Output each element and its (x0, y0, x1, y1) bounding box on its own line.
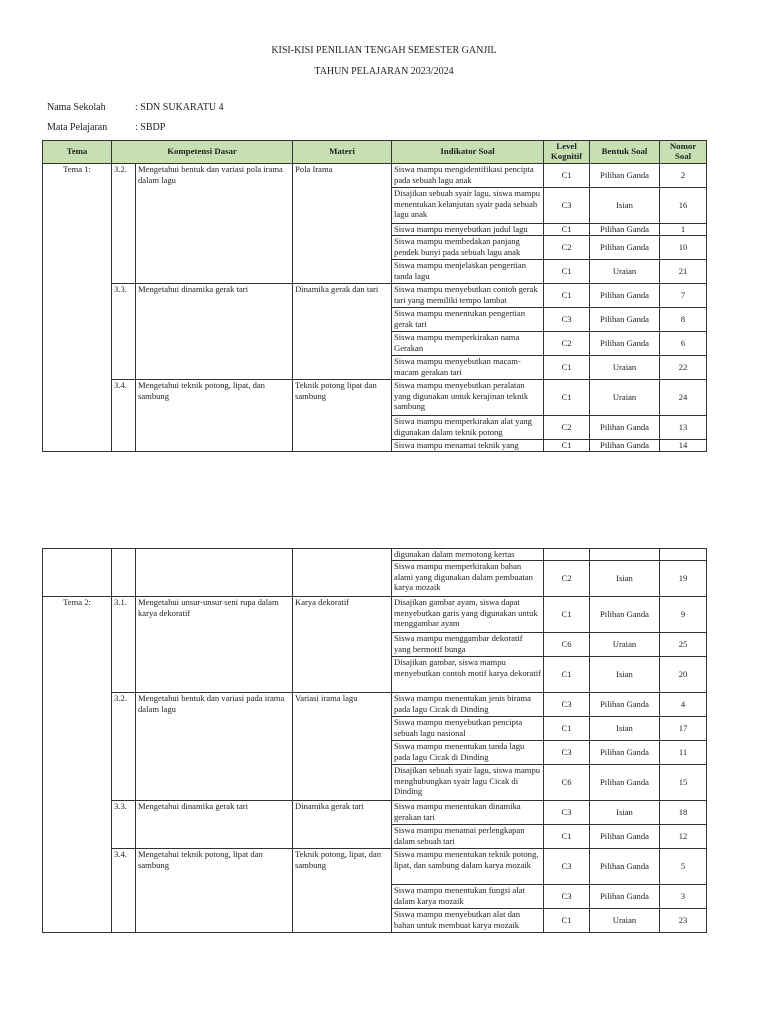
level-cell: C3 (544, 308, 590, 332)
bentuk-cell: Uraian (590, 356, 660, 380)
kd-number-cell: 3.2. (112, 693, 136, 801)
bentuk-cell: Pilihan Ganda (590, 224, 660, 236)
nomor-cell: 5 (660, 849, 707, 885)
kd-number-cell: 3.2. (112, 164, 136, 284)
header-materi: Materi (293, 141, 392, 164)
document-title: KISI-KISI PENILIAN TENGAH SEMESTER GANJIL (271, 45, 497, 56)
indikator-cell: Siswa mampu memperkirakan nama Gerakan (392, 332, 544, 356)
header-tema: Tema (43, 141, 112, 164)
bentuk-cell: Pilihan Ganda (590, 332, 660, 356)
header-level-kognitif: Level Kognitif (544, 141, 590, 164)
materi-cell: Dinamika gerak dan tari (293, 284, 392, 380)
table-row (43, 380, 707, 416)
nomor-cell: 25 (660, 633, 707, 657)
level-cell: C3 (544, 693, 590, 717)
materi-cell: Pola Irama (293, 164, 392, 284)
indikator-cell: Siswa mampu menyebutkan contoh gerak tari yang memiliki tempo lambat (392, 284, 544, 308)
header-kompetensi-dasar: Kompetensi Dasar (112, 141, 293, 164)
nomor-cell: 17 (660, 717, 707, 741)
bentuk-cell: Pilihan Ganda (590, 765, 660, 801)
bentuk-cell: Pilihan Ganda (590, 440, 660, 452)
level-cell: C1 (544, 380, 590, 416)
indikator-cell: Disajikan sebuah syair lagu, siswa mampu menentukan kelanjutan syair pada sebuah lagu anak (392, 188, 544, 224)
kd-cell (136, 549, 293, 597)
kd-cell: Mengetahui bentuk dan variasi pola irama dalam lagu (136, 164, 293, 284)
table-header-row (43, 141, 707, 164)
school-row (47, 102, 224, 113)
nomor-cell: 21 (660, 260, 707, 284)
indikator-cell: Siswa mampu menyebutkan judul lagu (392, 224, 544, 236)
kd-number-cell: 3.4. (112, 380, 136, 452)
nomor-cell: 4 (660, 693, 707, 717)
school-value: : SDN SUKARATU 4 (135, 102, 224, 113)
tema-cell (43, 549, 112, 597)
level-cell: C1 (544, 717, 590, 741)
indikator-cell: Siswa mampu memperkirakan bahan alami yang digunakan dalam pembuatan karya mozaik (392, 561, 544, 597)
materi-cell: Teknik potong lipat dan sambung (293, 380, 392, 452)
nomor-cell: 10 (660, 236, 707, 260)
header-nomor-soal: Nomor Soal (660, 141, 707, 164)
nomor-cell: 6 (660, 332, 707, 356)
nomor-cell: 24 (660, 380, 707, 416)
table-row (43, 549, 707, 561)
level-cell: C3 (544, 849, 590, 885)
kd-cell: Mengetahui dinamika gerak tari (136, 801, 293, 849)
level-cell: C2 (544, 236, 590, 260)
indikator-cell: Siswa mampu menentukan dinamika gerakan tari (392, 801, 544, 825)
subject-row (47, 122, 165, 133)
bentuk-cell: Pilihan Ganda (590, 825, 660, 849)
kd-number-cell: 3.1. (112, 597, 136, 693)
nomor-cell: 7 (660, 284, 707, 308)
nomor-cell: 14 (660, 440, 707, 452)
bentuk-cell: Pilihan Ganda (590, 164, 660, 188)
level-cell: C3 (544, 741, 590, 765)
nomor-cell (660, 549, 707, 561)
bentuk-cell: Pilihan Ganda (590, 849, 660, 885)
nomor-cell: 1 (660, 224, 707, 236)
level-cell: C6 (544, 633, 590, 657)
level-cell: C3 (544, 801, 590, 825)
bentuk-cell: Pilihan Ganda (590, 741, 660, 765)
bentuk-cell: Uraian (590, 260, 660, 284)
nomor-cell: 12 (660, 825, 707, 849)
materi-cell: Teknik potong, lipat, dan sambung (293, 849, 392, 933)
nomor-cell: 16 (660, 188, 707, 224)
indikator-cell: Siswa mampu menentukan teknik potong, lipat, dan sambung dalam karya mozaik (392, 849, 544, 885)
indikator-cell: Siswa mampu membedakan panjang pendek bunyi pada sebuah lagu anak (392, 236, 544, 260)
table-row (43, 284, 707, 308)
nomor-cell: 18 (660, 801, 707, 825)
nomor-cell: 13 (660, 416, 707, 440)
nomor-cell: 23 (660, 909, 707, 933)
nomor-cell: 11 (660, 741, 707, 765)
materi-cell: Variasi irama lagu (293, 693, 392, 801)
indikator-cell: digunakan dalam memotong kertas (392, 549, 544, 561)
indikator-cell: Disajikan gambar, siswa mampu menyebutkan contoh motif karya dekoratif (392, 657, 544, 693)
indikator-cell: Siswa mampu menamai perlengkapan dalam sebuah tari (392, 825, 544, 849)
table-row (43, 693, 707, 717)
nomor-cell: 15 (660, 765, 707, 801)
nomor-cell: 2 (660, 164, 707, 188)
kd-cell: Mengetahui unsur-unsur seni rupa dalam karya dekoratif (136, 597, 293, 693)
bentuk-cell: Isian (590, 801, 660, 825)
level-cell: C3 (544, 885, 590, 909)
indikator-cell: Siswa mampu memperkirakan alat yang digunakan dalam teknik potong (392, 416, 544, 440)
indikator-cell: Siswa mampu menyebutkan pencipta sebuah lagu nasional (392, 717, 544, 741)
level-cell: C2 (544, 332, 590, 356)
level-cell: C1 (544, 224, 590, 236)
level-cell: C1 (544, 657, 590, 693)
level-cell: C3 (544, 188, 590, 224)
indikator-cell: Siswa mampu menentukan fungsi alat dalam karya mozaik (392, 885, 544, 909)
level-cell: C2 (544, 416, 590, 440)
kd-cell: Mengetahui dinamika gerak tari (136, 284, 293, 380)
indikator-cell: Disajikan sebuah syair lagu, siswa mampu menghubungkan syair lagu Cicak di Dinding (392, 765, 544, 801)
bentuk-cell (590, 549, 660, 561)
nomor-cell: 9 (660, 597, 707, 633)
bentuk-cell: Pilihan Ganda (590, 693, 660, 717)
indikator-cell: Siswa mampu menggambar dekoratif yang bermotif bunga (392, 633, 544, 657)
indikator-cell: Siswa mampu menjelaskan pengertian tanda lagu (392, 260, 544, 284)
level-cell: C1 (544, 440, 590, 452)
level-cell: C6 (544, 765, 590, 801)
indikator-cell: Siswa mampu menyebutkan alat dan bahan untuk membuat karya mozaik (392, 909, 544, 933)
indikator-cell: Siswa mampu menyebutkan macam-macam gerakan tari (392, 356, 544, 380)
nomor-cell: 19 (660, 561, 707, 597)
level-cell: C1 (544, 597, 590, 633)
tema-cell: Tema 2: (43, 597, 112, 933)
tema-cell: Tema 1: (43, 164, 112, 452)
header-bentuk-soal: Bentuk Soal (590, 141, 660, 164)
materi-cell (293, 549, 392, 597)
indikator-cell: Siswa mampu menentukan jenis birama pada lagu Cicak di Dinding (392, 693, 544, 717)
level-cell: C1 (544, 909, 590, 933)
kisi-kisi-table-page-1 (42, 140, 707, 452)
indikator-cell: Disajikan gambar ayam, siswa dapat menyebutkan garis yang digunakan untuk menggambar ayam (392, 597, 544, 633)
bentuk-cell: Uraian (590, 633, 660, 657)
kd-cell: Mengetahui teknik potong, lipat dan sambung (136, 849, 293, 933)
bentuk-cell: Isian (590, 657, 660, 693)
kd-number-cell (112, 549, 136, 597)
level-cell (544, 549, 590, 561)
nomor-cell: 8 (660, 308, 707, 332)
indikator-cell: Siswa mampu menyebutkan peralatan yang digunakan untuk kerajinan teknik sambung (392, 380, 544, 416)
school-label: Nama Sekolah (47, 102, 106, 113)
level-cell: C1 (544, 164, 590, 188)
table-row (43, 597, 707, 633)
indikator-cell: Siswa mampu menentukan tanda lagu pada lagu Cicak di Dinding (392, 741, 544, 765)
level-cell: C1 (544, 356, 590, 380)
indikator-cell: Siswa mampu menamai teknik yang (392, 440, 544, 452)
level-cell: C1 (544, 260, 590, 284)
kisi-kisi-table-page-2 (42, 548, 707, 933)
subject-value: : SBDP (135, 122, 166, 133)
table-row (43, 801, 707, 825)
bentuk-cell: Pilihan Ganda (590, 308, 660, 332)
table-row (43, 164, 707, 188)
bentuk-cell: Uraian (590, 380, 660, 416)
kd-number-cell: 3.3. (112, 801, 136, 849)
kd-cell: Mengetahui bentuk dan variasi pada irama dalam lagu (136, 693, 293, 801)
bentuk-cell: Pilihan Ganda (590, 885, 660, 909)
indikator-cell: Siswa mampu menentukan pengertian gerak tari (392, 308, 544, 332)
level-cell: C1 (544, 284, 590, 308)
bentuk-cell: Pilihan Ganda (590, 416, 660, 440)
bentuk-cell: Pilihan Ganda (590, 236, 660, 260)
nomor-cell: 3 (660, 885, 707, 909)
kd-cell: Mengetahui teknik potong, lipat, dan sambung (136, 380, 293, 452)
nomor-cell: 20 (660, 657, 707, 693)
level-cell: C2 (544, 561, 590, 597)
level-cell: C1 (544, 825, 590, 849)
bentuk-cell: Isian (590, 561, 660, 597)
nomor-cell: 22 (660, 356, 707, 380)
bentuk-cell: Pilihan Ganda (590, 597, 660, 633)
table-row (43, 849, 707, 885)
bentuk-cell: Uraian (590, 909, 660, 933)
document-subtitle: TAHUN PELAJARAN 2023/2024 (314, 66, 454, 77)
bentuk-cell: Isian (590, 188, 660, 224)
header-indikator-soal: Indikator Soal (392, 141, 544, 164)
bentuk-cell: Pilihan Ganda (590, 284, 660, 308)
materi-cell: Karya dekoratif (293, 597, 392, 693)
indikator-cell: Siswa mampu mengidentifikasi pencipta pada sebuah lagu anak (392, 164, 544, 188)
subject-label: Mata Pelajaran (47, 122, 108, 133)
kd-number-cell: 3.3. (112, 284, 136, 380)
materi-cell: Dinamika gerak tari (293, 801, 392, 849)
bentuk-cell: Isian (590, 717, 660, 741)
kd-number-cell: 3.4. (112, 849, 136, 933)
